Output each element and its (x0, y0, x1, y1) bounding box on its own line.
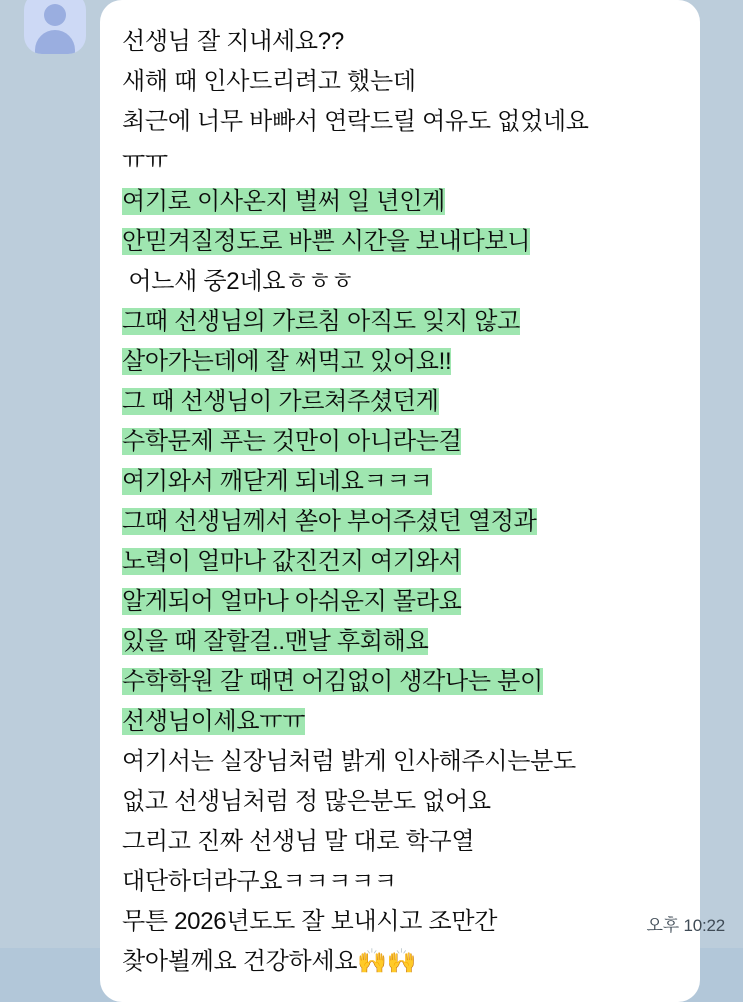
message-line (122, 422, 682, 462)
message-line (122, 382, 682, 422)
highlighted-text: 살아가는데에 잘 써먹고 있어요!! (122, 348, 452, 375)
message-line: 새해 때 인사드리려고 했는데 (122, 68, 416, 95)
message-line: 무튼 2026년도도 잘 보내시고 조만간 (122, 908, 498, 935)
message-line (122, 342, 682, 382)
highlighted-text: 안믿겨질정도로 바쁜 시간을 보내다보니 (122, 228, 531, 255)
highlighted-text: 노력이 얼마나 값진건지 여기와서 (122, 548, 462, 575)
message-timestamp: 오후 10:22 (646, 916, 725, 935)
message-line: 대단하더라구요ㅋㅋㅋㅋㅋ (122, 868, 397, 895)
message-line: 선생님 잘 지내세요?? (122, 28, 344, 55)
message-line (122, 582, 682, 622)
avatar-head-shape (44, 4, 66, 26)
message-line (122, 662, 682, 702)
message-line (122, 702, 682, 742)
message-line (122, 182, 682, 222)
message-line (122, 502, 682, 542)
message-line: 찾아뵐께요 건강하세요🙌🙌 (122, 948, 417, 975)
message-line: 여기서는 실장님처럼 밝게 인사해주시는분도 (122, 748, 576, 775)
message-line: ㅠㅠ (122, 148, 168, 175)
message-line (122, 222, 682, 262)
message-line: 없고 선생님처럼 정 많은분도 없어요 (122, 788, 491, 815)
message-line: 최근에 너무 바빠서 연락드릴 여유도 없었네요 (122, 108, 589, 135)
avatar-body-shape (35, 30, 75, 54)
message-line (122, 302, 682, 342)
message-line (122, 462, 682, 502)
highlighted-text: 그때 선생님께서 쏟아 부어주셨던 열정과 (122, 508, 537, 535)
highlighted-text: 수학문제 푸는 것만이 아니라는걸 (122, 428, 462, 455)
highlighted-text: 여기와서 깨닫게 되네요ㅋㅋㅋ (122, 468, 433, 495)
message-line (122, 622, 682, 662)
highlighted-text: 수학학원 갈 때면 어김없이 생각나는 분이 (122, 668, 543, 695)
message-bubble[interactable] (100, 0, 700, 1002)
message-line: 그리고 진짜 선생님 말 대로 학구열 (122, 828, 475, 855)
highlighted-text: 알게되어 얼마나 아쉬운지 몰라요 (122, 588, 462, 615)
highlighted-text: 있을 때 잘할걸..맨날 후회해요 (122, 628, 429, 655)
highlighted-text: 여기로 이사온지 벌써 일 년인게 (122, 188, 445, 215)
profile-avatar[interactable] (24, 0, 86, 54)
highlighted-text: 선생님이세요ㅠㅠ (122, 708, 306, 735)
message-line: 어느새 중2네요ㅎㅎㅎ (122, 268, 354, 295)
highlighted-text: 그 때 선생님이 가르쳐주셨던게 (122, 388, 439, 415)
message-line (122, 542, 682, 582)
highlighted-text: 그때 선생님의 가르침 아직도 잊지 않고 (122, 308, 520, 335)
